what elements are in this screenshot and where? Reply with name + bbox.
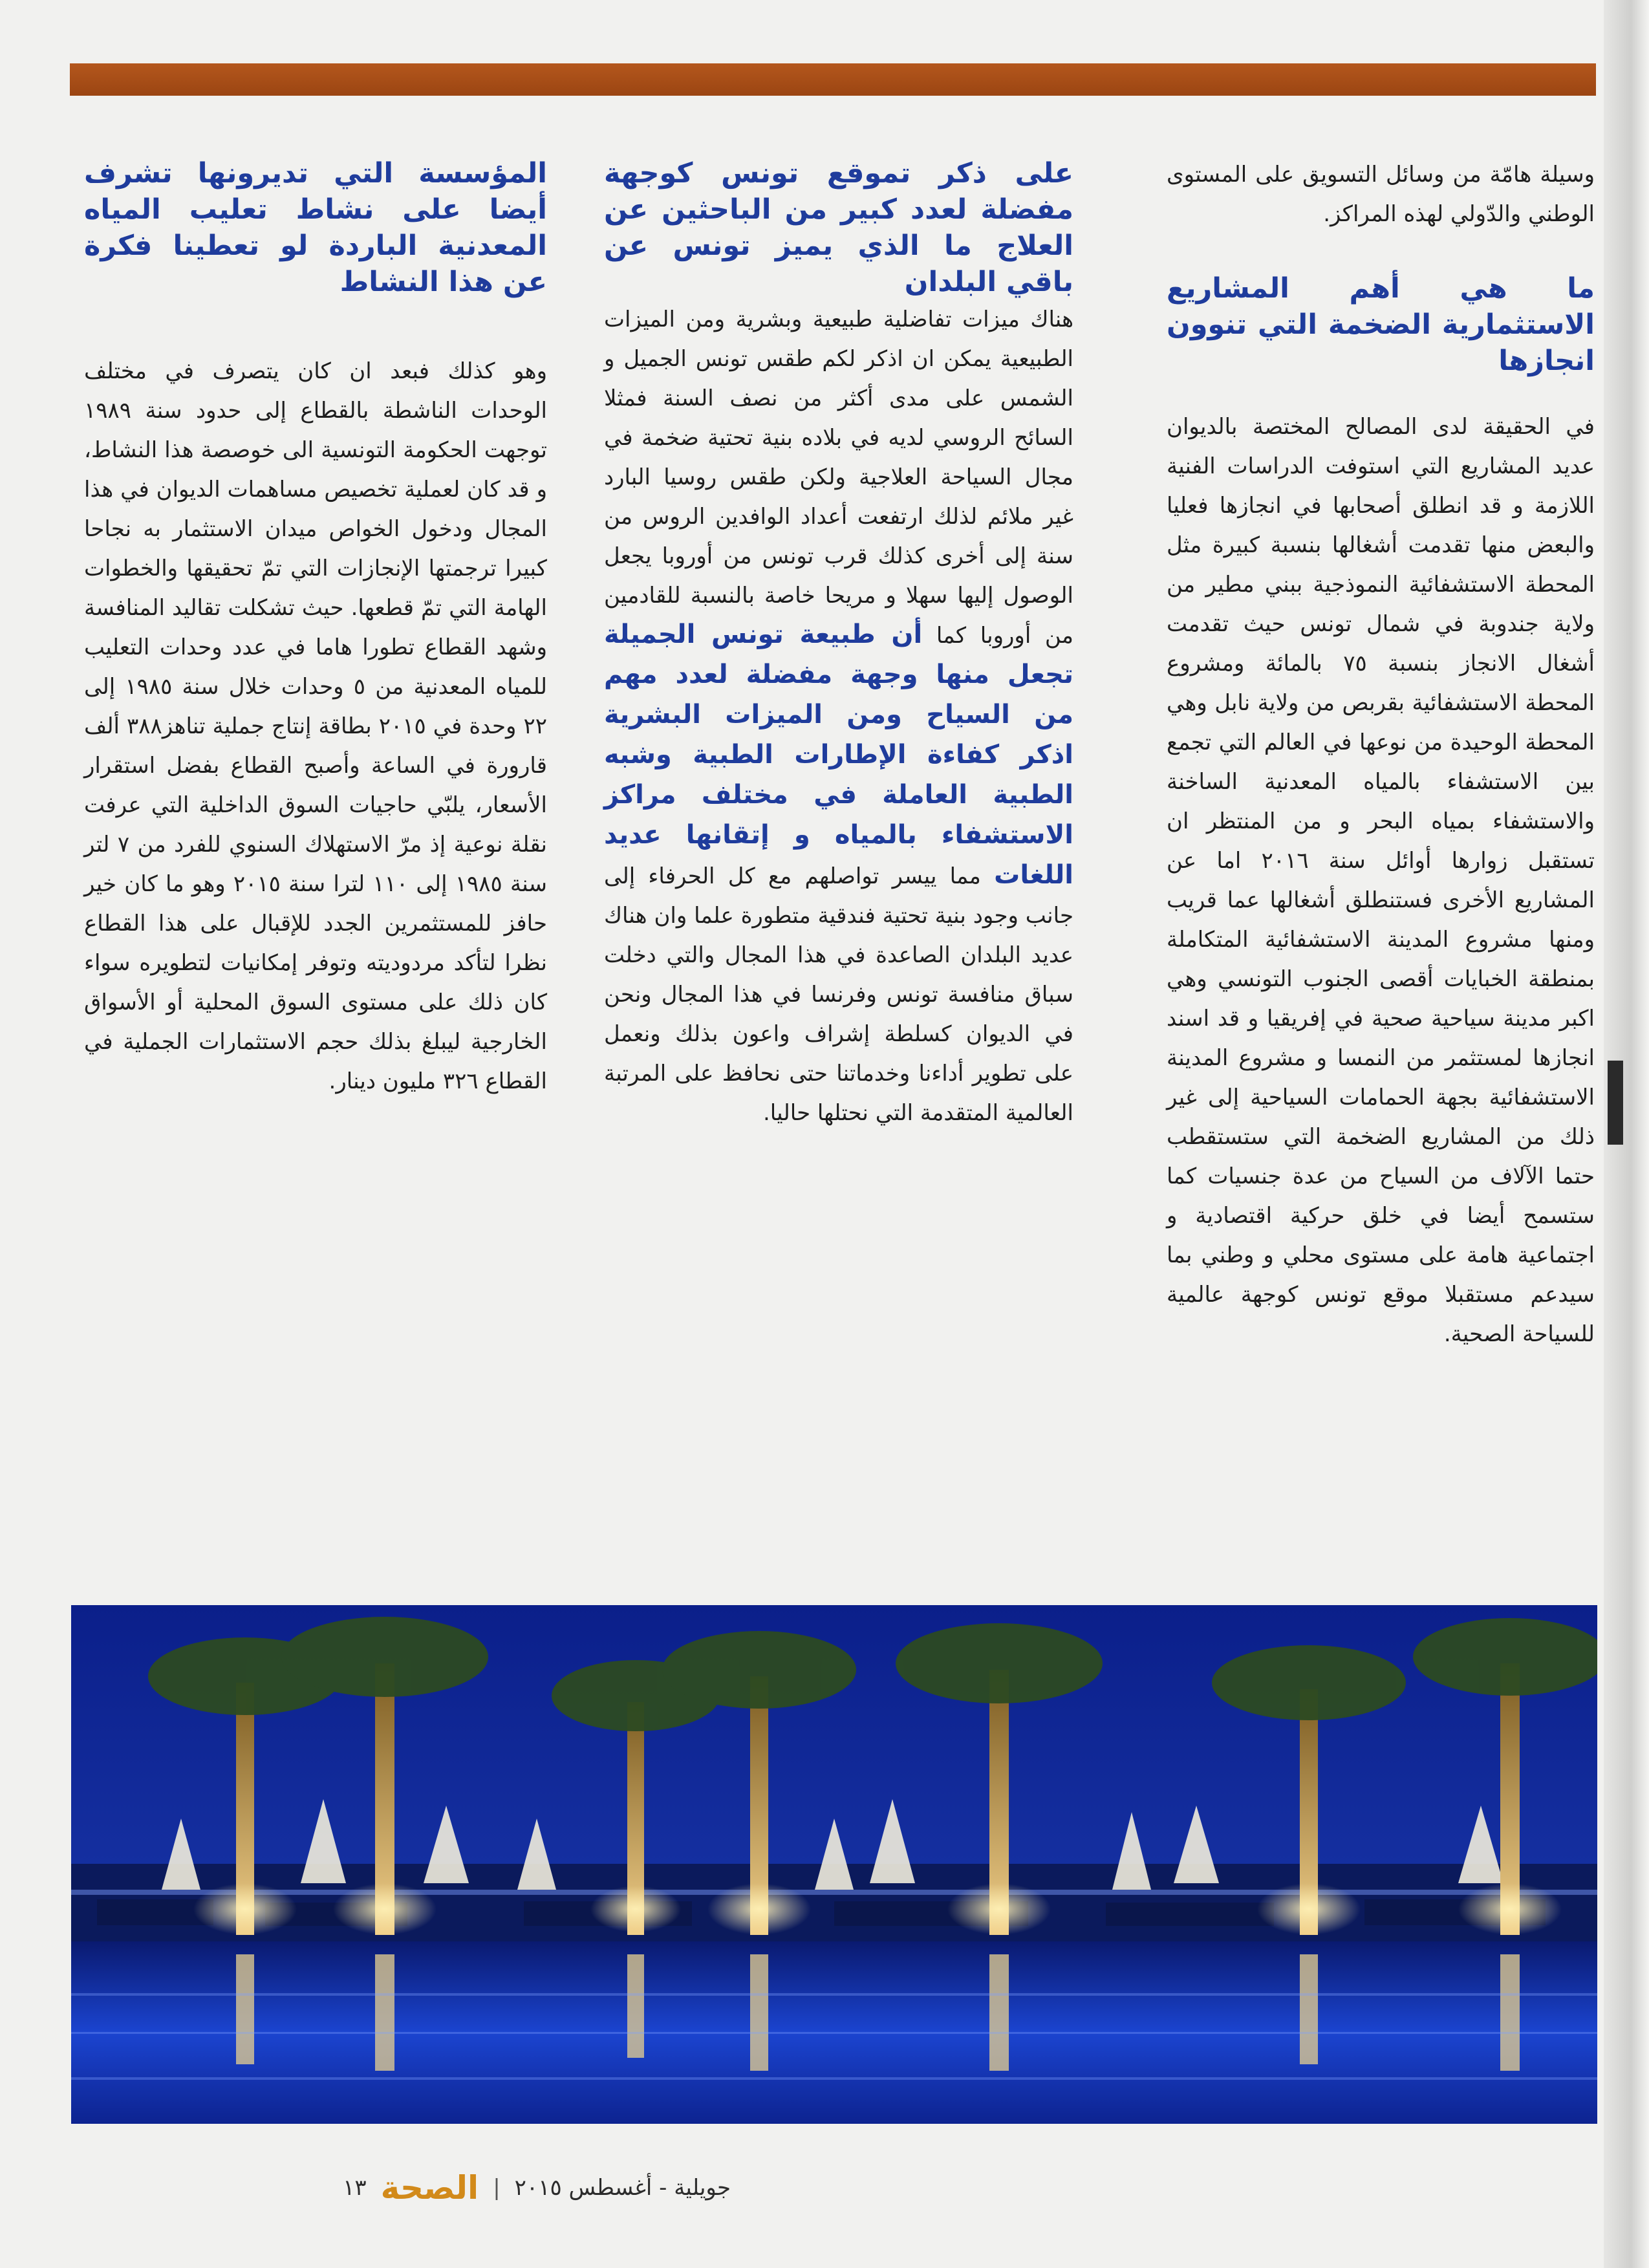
header-accent-bar [70, 63, 1596, 96]
answer-paragraph-3: وهو كذلك فبعد ان كان يتصرف في مختلف الوحدات الناشطة بالقطاع إلى حدود سنة ١٩٨٩ توجهت الحكومة التونسية الى خوصصة هذا النشاط، و قد كان لعملية تخصيص مساهمات الديوان في هذا المجال ودخول الخواص ميدان الاستثمار به نجاحا كبيرا ترجمتها الإنجازات التي تمّ تحقيقها والخطوات الهامة التي تمّ قطعها. حيث تشكلت تقاليد المنافسة وشهد القطاع تطورا هاما في عدد وحدات التعليب للمياه المعدنية من ٥ وحدات خلال سنة ١٩٨٥ إلى ٢٢ وحدة في ٢٠١٥ بطاقة إنتاج جملية تناهز٣٨٨ ألف قارورة في الساعة وأصبح القطاع بفضل استقرار الأسعار، يلبّي حاجيات السوق الداخلية التي عرفت نقلة نوعية إذ مرّ الاستهلاك السنوي للفرد من ٧ لتر سنة ١٩٨٥ إلى ١١٠ لترا سنة ٢٠١٥ وهو ما كان خير حافز للمستثمرين الجدد للإقبال على هذا القطاع نظرا لتأكد مردوديته وتوفر إمكانيات لتطويره سواء كان ذلك على مستوى السوق المحلية أو الأسواق الخارجية ليبلغ بذلك حجم الاستثمارات الجملية في القطاع ٣٢٦ مليون دينار. [84, 358, 548, 1094]
edge-mark [1608, 1061, 1623, 1145]
answer-2-text-start: هناك ميزات تفاضلية طبيعية وبشرية ومن الميزات الطبيعية يمكن ان اذكر لكم طقس تونس الجميل و الشمس على مدى أكثر من نصف السنة فمثلا السائح الروسي لديه في بلاده بنية تحتية ضخمة في مجال السياحة العلاجية ولكن طقس روسيا البارد غير ملائم لذلك ارتفعت أعداد الوافدين الروس من سنة إلى أخرى كذلك قرب تونس من أوروبا يجعل الوصول إليها سهلا و مريحا خاصة بالنسبة للقادمين من أوروبا كما [604, 307, 1074, 649]
question-heading-2: على ذكر تموقع تونس كوجهة مفضلة لعدد كبير من الباحثين عن العلاج ما الذي يميز تونس عن باقي البلدان [604, 157, 1073, 298]
page-number: ١٣ [343, 2175, 367, 2201]
pool-scene-illustration [71, 1605, 1597, 2124]
answer-2-highlight: أن طبيعة تونس الجميلة تجعل منها وجهة مفضلة لعدد مهم من السياح ومن الميزات البشرية اذكر كفاءة الإطارات الطبية وشبه الطبية العاملة في مختلف مراكز الاستشفاء بالمياه و إتقانها عديد اللغات [604, 620, 1073, 890]
footer-separator: | [493, 2175, 501, 2201]
magazine-logo: الصحة [380, 2169, 479, 2207]
question-heading-1: ما هي أهم المشاريع الاستثمارية الضخمة التي تنوون انجازها [1167, 272, 1595, 377]
question-heading-3: المؤسسة التي تديرونها تشرف أيضا على نشاط تعليب المياه المعدنية الباردة لو تعطينا فكرة عن هذا النشاط [84, 157, 547, 298]
answer-2-text-end: مما ييسر تواصلهم مع كل الحرفاء إلى جانب وجود بنية تحتية فندقية متطورة علما وان هناك عديد البلدان الصاعدة في هذا المجال والتي دخلت سباق منافسة تونس وفرنسا في هذا المجال ونحن في الديوان كسلطة إشراف واعون بذلك ونعمل على تطوير أداءنا وخدماتنا حتى نحافظ على المرتبة العالمية المتقدمة التي نحتلها حاليا. [604, 863, 1073, 1126]
intro-paragraph: وسيلة هامّة من وسائل التسويق على المستوى الوطني والدّولي لهذه المراكز. [1167, 162, 1595, 227]
issue-date: جويلية - أغسطس ٢٠١٥ [514, 2175, 731, 2201]
article-column-left [84, 155, 547, 1101]
resort-pool-photo [71, 1605, 1597, 2124]
page-footer [19, 2165, 731, 2210]
page-binding-edge [1604, 0, 1649, 2268]
article-column-right [1167, 155, 1595, 1354]
answer-paragraph-1: في الحقيقة لدى المصالح المختصة بالديوان عديد المشاريع التي استوفت الدراسات الفنية اللازمة و قد انطلق أصحابها في انجازها فعليا والبعض منها تقدمت أشغالها بنسبة كبيرة مثل المحطة الاستشفائية النموذجية ببني مطير من ولاية جندوبة في شمال تونس حيث تقدمت أشغال الانجاز بنسبة ٧٥ بالمائة ومشروع المحطة الاستشفائية بقربص من ولاية نابل وهي المحطة الوحيدة من نوعها في العالم التي تجمع بين الاستشفاء بالمياه المعدنية الساخنة والاستشفاء بمياه البحر و من المنتظر ان تستقبل زوارها أوائل سنة ٢٠١٦ اما عن المشاريع الأخرى فستنطلق أشغالها عما قريب ومنها مشروع المدينة الاستشفائية المتكاملة بمنطقة الخبايات أقصى الجنوب التونسي وهي اكبر مدينة سياحية صحية في إفريقيا و قد اسند انجازها لمستثمر من النمسا و مشروع المدينة الاستشفائية بجهة الحمامات السياحية إلى غير ذلك من المشاريع الضخمة التي ستستقطب حتما الآلاف من السياح من عدة جنسيات كما ستسمح أيضا في خلق حركية اقتصادية و اجتماعية هامة على مستوى محلي و وطني بما سيدعم مستقبلا موقع تونس كوجهة عالمية للسياحة الصحية. [1167, 414, 1595, 1347]
answer-paragraph-2 [604, 300, 1073, 1133]
article-column-middle [604, 155, 1073, 1133]
